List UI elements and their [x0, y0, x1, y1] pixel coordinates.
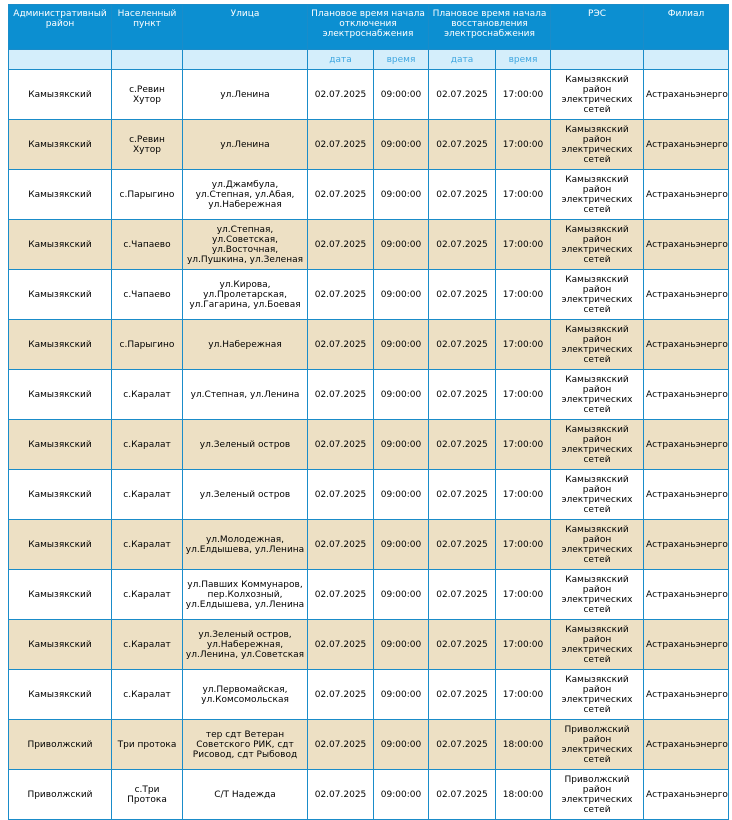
cell-on-date: 02.07.2025	[429, 470, 496, 520]
cell-off-time: 09:00:00	[374, 120, 429, 170]
cell-off-time: 09:00:00	[374, 670, 429, 720]
cell-district: Камызякский	[9, 370, 112, 420]
table-row	[9, 120, 729, 170]
cell-on-date: 02.07.2025	[429, 720, 496, 770]
cell-off-date: 02.07.2025	[308, 270, 374, 320]
table-row	[9, 470, 729, 520]
cell-street: ул.Зеленый остров	[183, 420, 308, 470]
cell-on-date: 02.07.2025	[429, 270, 496, 320]
header-res: РЭС	[551, 5, 644, 50]
header-settlement: Населенный пункт	[112, 5, 183, 50]
table-row	[9, 220, 729, 270]
cell-settlement: Три протока	[112, 720, 183, 770]
cell-off-date: 02.07.2025	[308, 220, 374, 270]
cell-on-date: 02.07.2025	[429, 320, 496, 370]
cell-off-time: 09:00:00	[374, 70, 429, 120]
cell-res: Приволжский район электрических сетей	[551, 770, 644, 820]
cell-settlement: с.Три Протока	[112, 770, 183, 820]
cell-settlement: с.Каралат	[112, 420, 183, 470]
cell-district: Камызякский	[9, 270, 112, 320]
cell-district: Камызякский	[9, 220, 112, 270]
cell-branch: Астраханьэнерго	[644, 170, 729, 220]
cell-settlement: с.Каралат	[112, 620, 183, 670]
subheader-off-date: дата	[308, 50, 374, 70]
cell-street: ул.Первомайская, ул.Комсомольская	[183, 670, 308, 720]
cell-settlement: с.Каралат	[112, 520, 183, 570]
cell-res: Камызякский район электрических сетей	[551, 120, 644, 170]
table-row	[9, 170, 729, 220]
cell-off-time: 09:00:00	[374, 170, 429, 220]
subheader-off-time: время	[374, 50, 429, 70]
table-row	[9, 420, 729, 470]
cell-off-date: 02.07.2025	[308, 520, 374, 570]
cell-off-date: 02.07.2025	[308, 320, 374, 370]
cell-on-date: 02.07.2025	[429, 170, 496, 220]
subheader-blank	[551, 50, 644, 70]
cell-street: ул.Ленина	[183, 120, 308, 170]
cell-on-date: 02.07.2025	[429, 570, 496, 620]
cell-settlement: с.Каралат	[112, 670, 183, 720]
cell-district: Камызякский	[9, 420, 112, 470]
cell-branch: Астраханьэнерго	[644, 70, 729, 120]
cell-settlement: с.Каралат	[112, 470, 183, 520]
cell-off-date: 02.07.2025	[308, 670, 374, 720]
cell-on-date: 02.07.2025	[429, 620, 496, 670]
cell-district: Камызякский	[9, 320, 112, 370]
table-row	[9, 70, 729, 120]
cell-street: С/Т Надежда	[183, 770, 308, 820]
subheader-on-date: дата	[429, 50, 496, 70]
table-row	[9, 270, 729, 320]
cell-settlement: с.Каралат	[112, 570, 183, 620]
cell-on-time: 17:00:00	[496, 520, 551, 570]
cell-settlement: с.Парыгино	[112, 320, 183, 370]
cell-district: Приволжский	[9, 770, 112, 820]
cell-on-time: 17:00:00	[496, 120, 551, 170]
cell-branch: Астраханьэнерго	[644, 120, 729, 170]
cell-street: ул.Зеленый остров, ул.Набережная, ул.Ленина, ул.Советская	[183, 620, 308, 670]
cell-off-time: 09:00:00	[374, 420, 429, 470]
cell-street: ул.Джамбула, ул.Степная, ул.Абая, ул.Набережная	[183, 170, 308, 220]
cell-branch: Астраханьэнерго	[644, 320, 729, 370]
cell-on-time: 18:00:00	[496, 770, 551, 820]
cell-street: ул.Молодежная, ул.Елдышева, ул.Ленина	[183, 520, 308, 570]
cell-on-date: 02.07.2025	[429, 420, 496, 470]
cell-off-time: 09:00:00	[374, 320, 429, 370]
cell-off-time: 09:00:00	[374, 720, 429, 770]
cell-on-time: 18:00:00	[496, 720, 551, 770]
cell-res: Камызякский район электрических сетей	[551, 220, 644, 270]
subheader-blank	[183, 50, 308, 70]
cell-district: Камызякский	[9, 70, 112, 120]
subheader-blank	[644, 50, 729, 70]
cell-street: ул.Степная, ул.Советская, ул.Восточная, ул.Пушкина, ул.Зеленая	[183, 220, 308, 270]
cell-street: ул.Павших Коммунаров, пер.Колхозный, ул.Елдышева, ул.Ленина	[183, 570, 308, 620]
cell-branch: Астраханьэнерго	[644, 470, 729, 520]
cell-off-date: 02.07.2025	[308, 620, 374, 670]
cell-off-time: 09:00:00	[374, 620, 429, 670]
subheader-on-time: время	[496, 50, 551, 70]
subheader-row	[9, 50, 729, 70]
cell-off-date: 02.07.2025	[308, 570, 374, 620]
cell-res: Камызякский район электрических сетей	[551, 620, 644, 670]
cell-settlement: с.Чапаево	[112, 220, 183, 270]
cell-off-date: 02.07.2025	[308, 70, 374, 120]
outage-schedule-table	[8, 4, 729, 820]
cell-on-time: 17:00:00	[496, 170, 551, 220]
cell-district: Камызякский	[9, 520, 112, 570]
table-row	[9, 720, 729, 770]
cell-branch: Астраханьэнерго	[644, 620, 729, 670]
cell-branch: Астраханьэнерго	[644, 370, 729, 420]
cell-off-date: 02.07.2025	[308, 170, 374, 220]
cell-on-time: 17:00:00	[496, 470, 551, 520]
table-row	[9, 670, 729, 720]
cell-on-date: 02.07.2025	[429, 770, 496, 820]
table-row	[9, 770, 729, 820]
header-row	[9, 5, 729, 50]
cell-district: Камызякский	[9, 570, 112, 620]
cell-on-date: 02.07.2025	[429, 520, 496, 570]
cell-off-time: 09:00:00	[374, 220, 429, 270]
cell-off-time: 09:00:00	[374, 570, 429, 620]
cell-off-time: 09:00:00	[374, 520, 429, 570]
cell-on-date: 02.07.2025	[429, 670, 496, 720]
cell-res: Камызякский район электрических сетей	[551, 170, 644, 220]
cell-on-date: 02.07.2025	[429, 370, 496, 420]
cell-off-date: 02.07.2025	[308, 770, 374, 820]
cell-res: Камызякский район электрических сетей	[551, 270, 644, 320]
cell-settlement: с.Каралат	[112, 370, 183, 420]
cell-res: Камызякский район электрических сетей	[551, 520, 644, 570]
cell-off-time: 09:00:00	[374, 370, 429, 420]
cell-off-time: 09:00:00	[374, 770, 429, 820]
cell-branch: Астраханьэнерго	[644, 720, 729, 770]
table-row	[9, 620, 729, 670]
cell-settlement: с.Чапаево	[112, 270, 183, 320]
cell-street: ул.Набережная	[183, 320, 308, 370]
cell-on-date: 02.07.2025	[429, 70, 496, 120]
table-row	[9, 520, 729, 570]
cell-street: ул.Кирова, ул.Пролетарская, ул.Гагарина, ул.Боевая	[183, 270, 308, 320]
cell-branch: Астраханьэнерго	[644, 770, 729, 820]
cell-on-time: 17:00:00	[496, 220, 551, 270]
subheader-blank	[9, 50, 112, 70]
cell-res: Камызякский район электрических сетей	[551, 420, 644, 470]
cell-on-time: 17:00:00	[496, 420, 551, 470]
cell-district: Камызякский	[9, 470, 112, 520]
header-street: Улица	[183, 5, 308, 50]
cell-district: Камызякский	[9, 620, 112, 670]
cell-branch: Астраханьэнерго	[644, 520, 729, 570]
cell-on-time: 17:00:00	[496, 270, 551, 320]
subheader-blank	[112, 50, 183, 70]
cell-off-date: 02.07.2025	[308, 720, 374, 770]
cell-on-time: 17:00:00	[496, 670, 551, 720]
cell-res: Камызякский район электрических сетей	[551, 570, 644, 620]
cell-district: Камызякский	[9, 170, 112, 220]
header-planned-off: Плановое время начала отключения электроснабжения	[308, 5, 429, 50]
table-row	[9, 370, 729, 420]
table-row	[9, 570, 729, 620]
cell-res: Камызякский район электрических сетей	[551, 70, 644, 120]
cell-branch: Астраханьэнерго	[644, 420, 729, 470]
cell-on-date: 02.07.2025	[429, 220, 496, 270]
cell-on-time: 17:00:00	[496, 320, 551, 370]
cell-res: Приволжский район электрических сетей	[551, 720, 644, 770]
cell-res: Камызякский район электрических сетей	[551, 320, 644, 370]
cell-on-time: 17:00:00	[496, 570, 551, 620]
cell-off-time: 09:00:00	[374, 470, 429, 520]
cell-off-date: 02.07.2025	[308, 420, 374, 470]
cell-street: ул.Степная, ул.Ленина	[183, 370, 308, 420]
cell-street: ул.Ленина	[183, 70, 308, 120]
cell-branch: Астраханьэнерго	[644, 670, 729, 720]
header-planned-on: Плановое время начала восстановления электроснабжения	[429, 5, 551, 50]
header-branch: Филиал	[644, 5, 729, 50]
cell-settlement: с.Ревин Хутор	[112, 70, 183, 120]
cell-off-date: 02.07.2025	[308, 370, 374, 420]
cell-res: Камызякский район электрических сетей	[551, 670, 644, 720]
cell-off-date: 02.07.2025	[308, 470, 374, 520]
cell-res: Камызякский район электрических сетей	[551, 370, 644, 420]
table-row	[9, 320, 729, 370]
cell-settlement: с.Ревин Хутор	[112, 120, 183, 170]
cell-on-time: 17:00:00	[496, 70, 551, 120]
cell-on-time: 17:00:00	[496, 620, 551, 670]
header-district: Административный район	[9, 5, 112, 50]
cell-on-time: 17:00:00	[496, 370, 551, 420]
cell-off-time: 09:00:00	[374, 270, 429, 320]
cell-street: тер сдт Ветеран Советского РИК, сдт Рисовод, сдт Рыбовод	[183, 720, 308, 770]
cell-district: Камызякский	[9, 120, 112, 170]
cell-off-date: 02.07.2025	[308, 120, 374, 170]
cell-district: Камызякский	[9, 670, 112, 720]
cell-branch: Астраханьэнерго	[644, 270, 729, 320]
cell-branch: Астраханьэнерго	[644, 570, 729, 620]
cell-settlement: с.Парыгино	[112, 170, 183, 220]
cell-res: Камызякский район электрических сетей	[551, 470, 644, 520]
cell-street: ул.Зеленый остров	[183, 470, 308, 520]
cell-district: Приволжский	[9, 720, 112, 770]
cell-on-date: 02.07.2025	[429, 120, 496, 170]
cell-branch: Астраханьэнерго	[644, 220, 729, 270]
